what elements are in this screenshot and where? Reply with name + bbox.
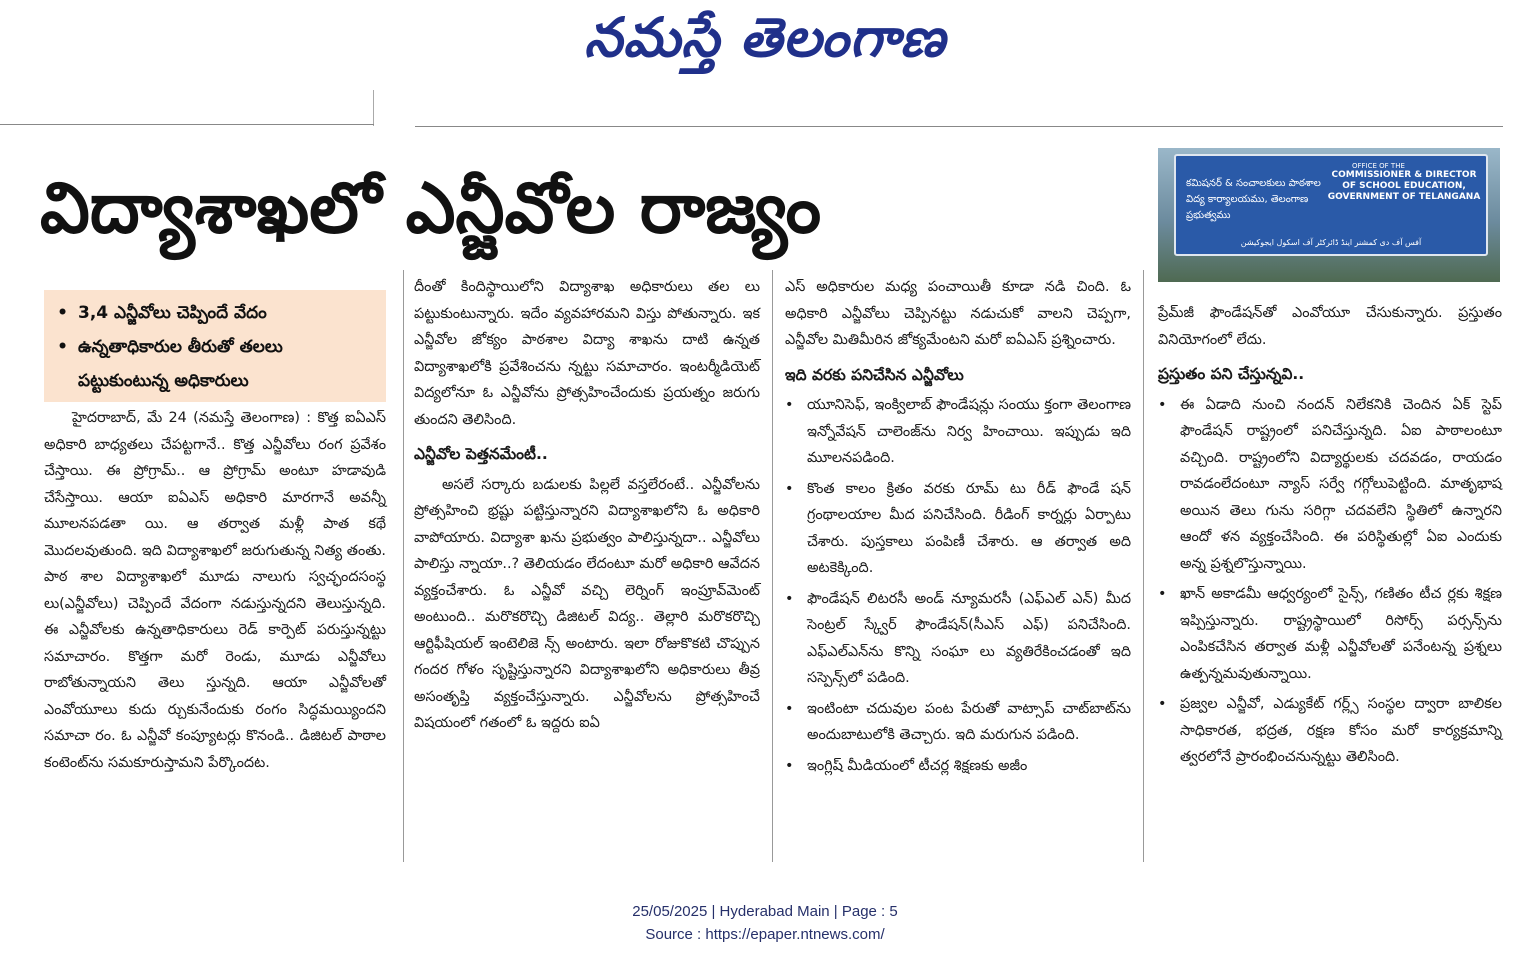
bullet-icon: • (1158, 396, 1167, 413)
page-footer (0, 900, 1530, 946)
divider (415, 126, 1503, 127)
summary-box (44, 290, 386, 402)
bullet-icon: • (785, 700, 794, 717)
article-paragraph: హైదరాబాద్, మే 24 (నమస్తే తెలంగాణ) : కొత్త ఐఏఎస్ అధికారి బాధ్యతలు చేపట్టగానే.. కొత్త ఎన్జీవోలు రంగ ప్రవేశం చేస్తాయి. ఈ ప్రోగ్రామ్.. ఆ ప్రోగ్రామ్ అంటూ హడావుడి చేసేస్తాయి. ఆయా ఐఏఎస్ అధికారి మారగానే అవన్నీ మూలనపడతా యి. ఆ తర్వాత మళ్లీ పాత కథే మొదలవుతుంది. ఇది విద్యాశాఖలో జరుగుతున్న నిత్య తంతు. పాఠ శాల విద్యాశాఖలో మూడు నాలుగు స్వచ్ఛందసంస్థ లు(ఎన్జీవోలు) చెప్పిందే వేదంగా నడుస్తున్నదని తెలుస్తున్నది. ఈ ఎన్జీవోలకు ఉన్నతాధికారులు రెడ్ కార్పెట్ పరుస్తున్నట్టు సమాచారం. కొత్తగా మరో రెండు, మూడు ఎన్జీవోలు రాబోతున్నాయని తెలు స్తున్నది. ఆయా ఎన్జీవోలతో ఎంవోయూలు కుదు ర్చుకునేందుకు రంగం సిద్ధమయ్యిందని సమాచా రం. ఓ ఎన్జీవో కంప్యూటర్లు కొనండి.. డిజిటల్ పాఠాల కంటెంట్‌ను సమకూరుస్తామని పేర్కొందట. (44, 410, 386, 771)
article-column-1 (44, 405, 386, 776)
bullet-icon: • (785, 480, 794, 497)
list-item: • ఇంటింటా చదువుల పంట పేరుతో వాట్సాప్ చాట్‌బాట్‌ను అందుబాటులోకి తెచ్చారు. ఇది మరుగున పడింది. (785, 696, 1131, 749)
column-divider (772, 270, 773, 862)
list-item: • ఫౌండేషన్ లిటరసీ అండ్ న్యూమరసీ (ఎఫ్‌ఎల్ ఎన్) మీద సెంట్రల్ స్క్వేర్ ఫౌండేషన్(సీఎస్ ఎఫ్) పనిచేసింది. ఎఫ్‌ఎల్‌ఎన్‌ను కొన్ని సంఘా లు వ్యతిరేకించడంతో ఇది సస్పెన్స్‌లో పడింది. (785, 586, 1131, 692)
list-item: • కొంత కాలం క్రితం వరకు రూమ్ టు రీడ్ ఫౌండే షన్ గ్రంథాలయాల మీద పనిచేసింది. రీడింగ్ కార్నర్లు ఏర్పాటు చేశారు. పుస్తకాలు పంపిణీ చేశారు. ఆ తర్వాత అది అటకెక్కింది. (785, 476, 1131, 582)
bullet-icon: • (785, 397, 794, 413)
bullet-icon: • (785, 757, 794, 774)
article-column-3 (785, 274, 1131, 783)
bullet-icon: • (1158, 586, 1167, 602)
bullet-icon: • (57, 337, 68, 357)
masthead (0, 0, 1530, 80)
list-item: • ఇంగ్లిష్ మీడియంలో టీచర్ల శిక్షణకు అజీం (785, 753, 1131, 780)
divider (0, 124, 374, 125)
sign-english-text: COMMISSIONER & DIRECTOR OF SCHOOL EDUCATION, GOVERNMENT OF TELANGANA (1327, 170, 1481, 202)
edition-info: 25/05/2025 | Hyderabad Main | Page : 5 (632, 903, 898, 920)
section-subheading: ఇది వరకు పనిచేసిన ఎన్జీవోలు (785, 365, 964, 384)
summary-bullet: • 3,4 ఎన్జీవోలు చెప్పిందే వేదం (44, 296, 386, 330)
article-paragraph: ఎస్ అధికారుల మధ్య పంచాయితీ కూడా నడి చింది. ఓ అధికారి ఎన్జీవోలు చెప్పినట్టు నడుచుకో వాలని చెప్పగా, ఎన్జీవోల మితిమీరిన జోక్యమేంటని మరో ఐఏఎస్ ప్రశ్నించారు. (785, 279, 1131, 348)
article-column-4 (1158, 300, 1502, 775)
bullet-icon: • (57, 303, 68, 323)
section-subheading: ఎన్జీవోల పెత్తనమేంటీ.. (414, 445, 548, 463)
bullet-icon: • (1158, 696, 1167, 712)
bullet-icon: • (785, 590, 794, 607)
article-paragraph: అసలే సర్కారు బడులకు పిల్లలే వస్తలేరంటే.. ఎన్జీవోలను ప్రోత్సహించి భ్రష్టు పట్టిస్తున్నారని విద్యాశాఖలోని ఓ అధికారి వాపోయారు. విద్యాశా ఖను ప్రభుత్వం పాలిస్తున్నదా.. ఎన్జీవోలు పాలిస్తు న్నాయా..? తెలియడం లేదంటూ మరో అధికారి ఆవేదన వ్యక్తంచేశారు. ఓ ఎన్జీవో వచ్చి లెర్నింగ్ ఇంప్రూవ్‌మెంట్ అంటుంది.. మరొకరొచ్చి డిజిటల్ విద్య.. తెల్లారి మరొకరొచ్చి ఆర్టిఫీషియల్ ఇంటెలిజె న్స్ అంటారు. ఇలా రోజుకొకటి చొప్పున గందర గోళం సృష్టిస్తున్నారని విద్యాశాఖలోని అధికారులు తీవ్ర అసంతృప్తి వ్యక్తంచేస్తున్నారు. ఎన్జీవోలను ప్రోత్సహించే విషయంలో గతంలో ఓ ఇద్దరు ఐఏ (414, 476, 760, 731)
article-paragraph: ప్రేమ్‌జీ ఫౌండేషన్‌తో ఎంవోయూ చేసుకున్నారు. ప్రస్తుతం వినియోగంలో లేదు. (1158, 305, 1502, 348)
newspaper-logo: నమస్తే తెలంగాణ (584, 6, 946, 69)
article-paragraph: దీంతో కిందిస్థాయిలోని విద్యాశాఖ అధికారులు తల లు పట్టుకుంటున్నారు. ఇదేం వ్యవహారమని విస్తు పోతున్నారు. ఇక ఎన్జీవోల జోక్యం పాఠశాల విద్యా శాఖను దాటి ఉన్నత విద్యాశాఖలోకి ప్రవేశించను న్నట్టు సమాచారం. ఇంటర్మీడియెట్ విద్యలోనూ ఓ ఎన్జీవోను ప్రోత్సహించేందుకు ప్రయత్నం జరుగు తుందని తెలిసింది. (414, 279, 760, 428)
article-photo (1158, 148, 1500, 282)
article-headline: విద్యాశాఖలో ఎన్జీవోల రాజ్యం (40, 167, 822, 249)
column-divider (1143, 270, 1144, 862)
summary-bullet: • ఉన్నతాధికారుల తీరుతో తలలు పట్టుకుంటున్న అధికారులు (44, 330, 386, 398)
source-link[interactable]: Source : https://epaper.ntnews.com/ (645, 926, 885, 943)
list-item: • ఖాన్ అకాడమీ ఆధ్వర్యంలో సైన్స్, గణితం టీచ ర్లకు శిక్షణ ఇప్పిస్తున్నారు. రాష్ట్రస్థాయిలో రిసోర్స్ పర్సన్స్‌ను ఎంపికచేసిన తర్వాత మళ్లీ ఎన్జీవోలతో పనేంటన్న ప్రశ్నలు ఉత్పన్నమవుతున్నాయి. (1158, 581, 1502, 687)
list-item: • ఈ ఏడాది నుంచి నందన్ నిలేకనికి చెందిన ఏక్ స్టెప్ ఫౌండేషన్ రాష్ట్రంలో పనిచేస్తున్నది. ఏఐ పాఠాలంటూ వచ్చింది. రాష్ట్రంలోని విద్యార్థులకు చదవడం, రాయడం రావడంలేదంటూ న్యాస్ సర్వే గగ్గోలుపెట్టింది. మాతృభాష అయిన తెలు గును సరిగ్గా చదవలేని స్థితిలో ఉన్నారని ఆందో ళన వ్యక్తంచేసింది. ఈ పరిస్థితుల్లో ఏఐ ఎందుకు అన్న ప్రశ్నలొస్తున్నాయి. (1158, 392, 1502, 578)
list-item: • ప్రజ్వల ఎన్జీవో, ఎడ్యుకేట్ గర్ల్స్ సంస్థల ద్వారా బాలికల సాధికారత, భద్రత, రక్షణ కోసం మరో కార్యక్రమాన్ని త్వరలోనే ప్రారంభించనున్నట్టు తెలిసింది. (1158, 691, 1502, 771)
sign-urdu-text: آفس آف دی کمشنر اینڈ ڈائرکٹر آف اسکول ایجوکیشن (1240, 238, 1422, 247)
section-subheading: ప్రస్తుతం పని చేస్తున్నవి.. (1158, 365, 1305, 383)
sign-office-label: OFFICE OF THE (1352, 162, 1405, 170)
article-column-2 (414, 274, 760, 737)
divider (373, 90, 374, 126)
column-divider (403, 270, 404, 862)
list-item: • యూనిసెఫ్, ఇంక్విలాబ్ ఫౌండేషన్లు సంయు క్తంగా తెలంగాణ ఇన్నోవేషన్ చాలెంజ్‌ను నిర్వ హించాయి. ఇప్పుడు ఇది మూలనపడింది. (785, 392, 1131, 472)
office-signboard (1174, 154, 1488, 256)
sign-telugu-text: కమిషనర్ & సంచాలకులు పాఠశాల విద్య కార్యాలయము, తెలంగాణ ప్రభుత్వము (1186, 178, 1321, 221)
